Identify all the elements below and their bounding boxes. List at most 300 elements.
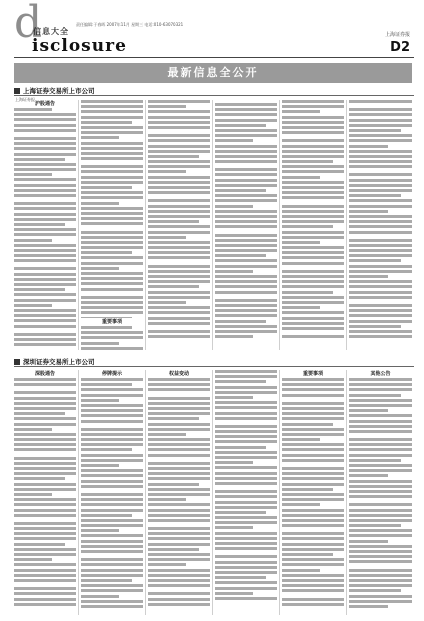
text-line — [81, 311, 143, 314]
text-line — [282, 291, 333, 294]
text-line — [349, 119, 412, 122]
column-rule — [346, 370, 347, 615]
article-column — [14, 370, 76, 615]
text-line — [148, 134, 210, 137]
text-line — [215, 325, 277, 328]
column-rule — [78, 100, 79, 350]
text-line — [215, 139, 253, 142]
text-line — [282, 383, 344, 386]
text-line — [215, 335, 253, 338]
text-line — [282, 285, 344, 288]
text-line — [148, 265, 210, 268]
text-line — [148, 256, 210, 259]
text-line — [349, 249, 412, 252]
text-line — [349, 254, 412, 257]
text-line — [215, 199, 277, 202]
text-line — [14, 553, 76, 556]
text-line — [14, 522, 76, 525]
text-line — [282, 603, 344, 606]
text-line — [215, 134, 277, 137]
text-line — [14, 137, 76, 140]
text-line — [349, 569, 412, 572]
text-line — [81, 579, 132, 582]
text-line — [81, 267, 119, 270]
text-line — [349, 129, 401, 132]
text-line — [148, 543, 210, 546]
text-line — [349, 189, 412, 192]
text-line — [215, 406, 277, 409]
text-line — [81, 147, 143, 150]
article-column — [148, 100, 210, 350]
text-line — [148, 569, 210, 572]
text-line — [215, 168, 277, 171]
text-line — [14, 113, 76, 116]
text-line — [215, 506, 277, 509]
text-line — [148, 423, 210, 426]
text-line — [148, 592, 210, 595]
text-line — [349, 509, 412, 512]
text-line — [349, 160, 412, 163]
text-line — [215, 386, 277, 389]
text-line — [282, 181, 344, 184]
text-line — [349, 325, 401, 328]
text-line — [14, 423, 76, 426]
text-line — [349, 280, 412, 283]
text-line — [282, 215, 344, 218]
column-rule — [212, 100, 213, 350]
text-line — [14, 477, 65, 480]
text-line — [148, 225, 210, 228]
text-line — [81, 493, 143, 496]
text-line — [282, 454, 344, 457]
text-line — [215, 380, 266, 383]
text-line — [282, 394, 344, 397]
text-line — [215, 542, 277, 545]
text-line — [14, 288, 65, 291]
text-line — [349, 150, 412, 153]
text-line — [81, 331, 143, 334]
text-line — [148, 210, 210, 213]
text-line — [215, 401, 277, 404]
text-line — [14, 493, 52, 496]
text-line — [215, 150, 277, 153]
text-line — [81, 443, 143, 446]
text-line — [14, 417, 76, 420]
text-line — [148, 438, 210, 441]
text-line — [282, 412, 344, 415]
text-line — [215, 244, 277, 247]
text-line — [282, 145, 344, 148]
text-line — [81, 256, 143, 259]
text-line — [148, 155, 199, 158]
text-line — [349, 330, 412, 333]
text-line — [81, 207, 143, 210]
text-line — [148, 598, 210, 601]
text-line — [148, 246, 210, 249]
text-line — [14, 509, 76, 512]
text-line — [81, 414, 143, 417]
text-line — [81, 498, 143, 501]
text-line — [81, 105, 143, 108]
text-line — [81, 262, 143, 265]
section-name-en: isclosure — [32, 36, 127, 56]
text-line — [215, 189, 266, 192]
text-line — [148, 186, 210, 189]
text-line — [282, 176, 320, 179]
text-line — [349, 404, 412, 407]
text-line — [349, 113, 412, 116]
text-line — [148, 116, 210, 119]
text-line — [282, 569, 320, 572]
text-line — [148, 558, 210, 561]
text-line — [81, 272, 143, 275]
text-line — [282, 165, 344, 168]
text-line — [81, 383, 132, 386]
text-line — [349, 173, 412, 176]
section-title-text: 深圳证券交易所上市公司 — [23, 358, 95, 366]
text-line — [81, 131, 143, 134]
text-line — [148, 150, 210, 153]
text-line — [215, 435, 277, 438]
text-line — [349, 600, 412, 603]
text-line — [148, 433, 186, 436]
text-line — [282, 231, 344, 234]
text-line — [14, 397, 76, 400]
text-line — [349, 579, 412, 582]
text-line — [349, 514, 412, 517]
text-line — [148, 215, 210, 218]
text-line — [349, 409, 388, 412]
text-line — [282, 407, 344, 410]
text-line — [148, 483, 199, 486]
text-line — [215, 309, 277, 312]
text-line — [81, 222, 143, 225]
text-line — [282, 236, 344, 239]
text-line — [215, 160, 277, 163]
text-line — [282, 477, 344, 480]
text-line — [215, 566, 277, 569]
text-line — [81, 558, 143, 561]
text-line — [14, 498, 76, 501]
text-line — [14, 592, 76, 595]
text-line — [282, 280, 344, 283]
text-line — [81, 503, 143, 506]
text-line — [148, 181, 210, 184]
column-rule — [279, 370, 280, 615]
text-line — [14, 244, 76, 247]
text-line — [282, 262, 344, 265]
text-line — [215, 265, 277, 268]
text-line — [148, 236, 186, 239]
text-line — [14, 514, 76, 517]
article-column — [81, 318, 143, 350]
text-line — [81, 569, 143, 572]
text-line — [215, 482, 277, 485]
text-line — [215, 461, 253, 464]
text-line — [81, 176, 143, 179]
text-line — [81, 121, 132, 124]
text-line — [81, 288, 143, 291]
text-line — [215, 270, 253, 273]
text-line — [14, 189, 76, 192]
text-line — [282, 225, 333, 228]
article-column — [81, 370, 143, 615]
column-rule — [279, 100, 280, 350]
text-line — [81, 110, 143, 113]
text-line — [148, 532, 210, 535]
text-line — [81, 428, 143, 431]
text-line — [215, 259, 277, 262]
text-line — [215, 108, 277, 111]
text-line — [81, 584, 143, 587]
text-line — [282, 317, 344, 320]
text-line — [14, 129, 76, 132]
text-line — [14, 428, 52, 431]
text-line — [349, 304, 412, 307]
text-line — [148, 165, 210, 168]
text-line — [14, 213, 76, 216]
text-line — [349, 495, 412, 498]
text-line — [81, 186, 132, 189]
text-line — [215, 472, 277, 475]
text-line — [14, 163, 76, 166]
text-line — [215, 555, 277, 558]
text-line — [349, 100, 412, 103]
text-line — [349, 378, 412, 381]
text-line — [215, 234, 277, 237]
section-name-cn: 信息大全 — [33, 27, 69, 36]
text-line — [14, 309, 76, 312]
text-line — [81, 100, 143, 103]
text-line — [81, 152, 143, 155]
text-line — [81, 282, 143, 285]
text-line — [148, 126, 210, 129]
text-line — [349, 239, 412, 242]
text-line — [14, 147, 76, 150]
text-line — [349, 414, 412, 417]
text-line — [215, 184, 277, 187]
text-line — [215, 299, 277, 302]
text-line — [14, 108, 52, 111]
text-line — [81, 277, 143, 280]
article-subhead: 停牌提示 — [101, 371, 122, 377]
text-line — [148, 280, 210, 283]
text-line — [14, 579, 76, 582]
text-line — [148, 498, 186, 501]
text-line — [81, 236, 143, 239]
text-line — [81, 534, 143, 537]
text-line — [349, 503, 412, 506]
article-column — [215, 100, 277, 350]
text-line — [349, 383, 412, 386]
text-line — [215, 597, 277, 600]
text-line — [148, 160, 210, 163]
text-line — [81, 191, 143, 194]
text-line — [349, 529, 412, 532]
page-number: D2 — [390, 40, 410, 55]
text-line — [81, 519, 143, 522]
text-line — [282, 503, 320, 506]
text-line — [81, 296, 143, 299]
text-line — [81, 301, 143, 304]
column-rule — [145, 370, 146, 615]
text-line — [282, 558, 344, 561]
text-line — [282, 563, 344, 566]
text-line — [148, 301, 186, 304]
text-line — [349, 139, 412, 142]
text-line — [215, 194, 277, 197]
text-line — [81, 231, 143, 234]
text-line — [14, 587, 76, 590]
text-line — [349, 225, 412, 228]
text-line — [282, 543, 344, 546]
text-line — [148, 537, 210, 540]
text-line — [14, 537, 76, 540]
text-line — [282, 514, 344, 517]
text-line — [148, 467, 210, 470]
text-line — [14, 299, 76, 302]
text-line — [14, 254, 76, 257]
text-line — [81, 196, 143, 199]
text-line — [282, 251, 344, 254]
text-line — [81, 181, 143, 184]
text-line — [14, 202, 76, 205]
article-column — [349, 370, 412, 615]
text-line — [148, 514, 210, 517]
text-line — [282, 116, 344, 119]
text-line — [282, 388, 344, 391]
text-line — [215, 561, 277, 564]
text-line — [349, 560, 412, 563]
text-line — [14, 278, 76, 281]
text-line — [349, 464, 412, 467]
text-line — [148, 417, 199, 420]
text-line — [14, 457, 76, 460]
article-column — [14, 100, 76, 350]
text-line — [148, 100, 210, 103]
text-line — [282, 126, 344, 129]
text-line — [14, 462, 76, 465]
top-note: 上海证券报 — [15, 97, 35, 102]
text-line — [349, 108, 412, 111]
text-line — [148, 462, 210, 465]
text-line — [349, 265, 412, 268]
text-line — [14, 233, 76, 236]
text-line — [215, 587, 277, 590]
text-line — [349, 320, 412, 323]
text-line — [148, 191, 210, 194]
text-line — [148, 311, 210, 314]
text-line — [349, 480, 412, 483]
text-line — [81, 454, 143, 457]
text-line — [14, 173, 52, 176]
text-line — [14, 293, 76, 296]
text-line — [349, 394, 401, 397]
text-line — [81, 202, 119, 205]
text-line — [215, 537, 277, 540]
text-line — [349, 309, 412, 312]
text-line — [349, 270, 412, 273]
text-line — [349, 124, 412, 127]
text-line — [148, 145, 210, 148]
column-rule — [346, 100, 347, 350]
text-line — [14, 448, 76, 451]
text-line — [215, 495, 277, 498]
text-line — [349, 443, 412, 446]
text-line — [282, 553, 333, 556]
text-line — [349, 184, 412, 187]
text-line — [148, 493, 210, 496]
text-line — [148, 563, 186, 566]
text-line — [349, 595, 412, 598]
text-line — [349, 430, 412, 433]
logo-letter: d — [14, 0, 43, 48]
text-line — [14, 402, 76, 405]
text-line — [148, 519, 210, 522]
text-line — [148, 503, 210, 506]
text-line — [14, 378, 76, 381]
article-subhead: 其他公告 — [370, 371, 391, 377]
text-line — [148, 448, 210, 451]
text-line — [282, 488, 333, 491]
text-line — [14, 118, 76, 121]
editor-info: 责任编辑:于春晖 2007年11月 星期三 电话:010-63070321 — [76, 22, 184, 27]
text-line — [14, 319, 76, 322]
text-line — [349, 291, 412, 294]
text-line — [148, 105, 186, 108]
text-line — [81, 251, 132, 254]
text-line — [282, 579, 344, 582]
text-line — [14, 218, 76, 221]
text-line — [14, 158, 65, 161]
text-line — [349, 584, 412, 587]
text-line — [148, 121, 210, 124]
text-line — [349, 438, 412, 441]
column-rule — [145, 100, 146, 350]
text-line — [349, 220, 412, 223]
text-line — [282, 483, 344, 486]
text-line — [14, 194, 76, 197]
text-line — [215, 511, 266, 514]
text-line — [81, 378, 143, 381]
text-line — [282, 110, 320, 113]
text-line — [148, 603, 210, 606]
text-line — [282, 131, 344, 134]
text-line — [215, 304, 277, 307]
text-line — [349, 425, 412, 428]
text-line — [14, 543, 65, 546]
text-line — [349, 210, 388, 213]
article-column — [148, 370, 210, 615]
text-line — [282, 537, 344, 540]
text-line — [349, 574, 412, 577]
text-line — [81, 474, 143, 477]
text-line — [282, 205, 344, 208]
text-line — [215, 179, 277, 182]
text-line — [148, 199, 210, 202]
text-line — [349, 275, 388, 278]
text-line — [215, 375, 277, 378]
text-line — [349, 199, 412, 202]
text-line — [14, 239, 52, 242]
text-line — [14, 273, 76, 276]
masthead — [0, 0, 424, 58]
text-line — [14, 259, 76, 262]
article-subhead: 重要事项 — [101, 319, 122, 325]
text-line — [349, 534, 412, 537]
text-line — [148, 454, 210, 457]
text-line — [282, 335, 344, 338]
